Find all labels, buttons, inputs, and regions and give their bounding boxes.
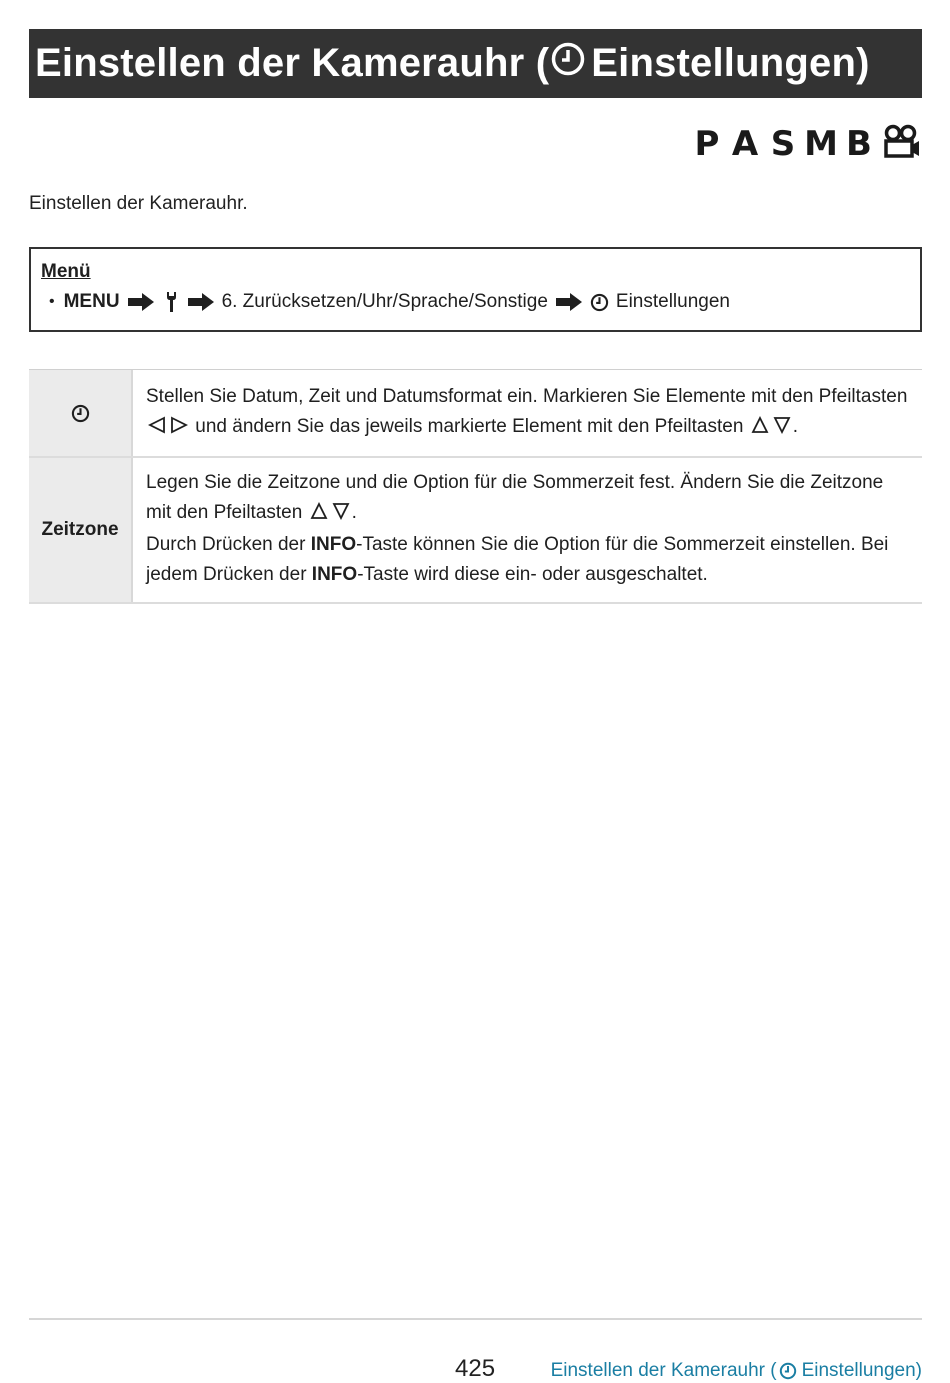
page-number: 425 [455, 1355, 496, 1382]
arrow-right-icon [188, 293, 214, 311]
menu-keyword: MENU [63, 291, 120, 312]
row2-line1-end: . [351, 502, 357, 523]
movie-camera-icon [882, 124, 922, 165]
arrow-right-icon [128, 293, 154, 311]
triangle-up-icon [751, 414, 769, 444]
table-cell-description [133, 458, 922, 602]
shooting-modes [688, 126, 922, 162]
menu-target: Einstellungen [615, 291, 730, 312]
wrench-icon [164, 291, 178, 313]
info-key-label: INFO [311, 564, 358, 585]
footer-link-text-start[interactable]: Einstellen der Kamerauhr ( [550, 1360, 777, 1381]
clock-icon [779, 1362, 797, 1380]
triangle-up-icon [310, 500, 328, 530]
page-title-text-start: Einstellen der Kamerauhr ( [35, 41, 550, 85]
mode-a: A [731, 124, 759, 164]
settings-table [29, 369, 922, 604]
menu-path [49, 291, 730, 313]
table-head-clock [29, 370, 133, 456]
row1-text-a: Stellen Sie Datum, Zeit und Datumsformat ein. Markieren Sie Elemente mit den Pfeiltasten [146, 386, 908, 407]
footer-link-text-end[interactable]: Einstellungen) [801, 1360, 922, 1381]
info-key-label: INFO [310, 534, 357, 555]
table-head-zeitzone: Zeitzone [29, 458, 133, 602]
footer-section-link[interactable] [551, 1360, 922, 1382]
clock-icon [551, 41, 585, 86]
bullet: • [49, 293, 55, 310]
triangle-down-icon [773, 414, 791, 444]
intro-text: Einstellen der Kamerauhr. [29, 193, 248, 214]
menu-step: 6. Zurücksetzen/Uhr/Sprache/Sonstige [221, 291, 548, 312]
triangle-right-icon [170, 414, 188, 444]
footer-divider [29, 1318, 922, 1320]
row2-line2-a: Durch Drücken der [146, 534, 311, 555]
clock-icon [71, 404, 90, 423]
mode-p: P [694, 124, 720, 164]
clock-icon [590, 293, 609, 312]
table-cell-description [133, 370, 922, 456]
table-row [29, 370, 922, 458]
menu-box [29, 247, 922, 332]
mode-b: B [846, 124, 872, 164]
mode-s: S [770, 124, 796, 164]
row2-line2-b: -Taste können Sie die Option für die Sommerzeit einstellen. Bei jedem Drücken der [146, 534, 889, 585]
menu-heading: Menü [41, 261, 91, 282]
mode-m: M [804, 124, 838, 164]
triangle-down-icon [332, 500, 350, 530]
row1-text-c: . [792, 416, 798, 437]
arrow-right-icon [556, 293, 582, 311]
row1-text-b: und ändern Sie das jeweils markierte Element mit den Pfeiltasten [190, 416, 749, 437]
page-title-text-end: Einstellungen) [591, 41, 870, 85]
row2-line1: Legen Sie die Zeitzone und die Option für die Sommerzeit fest. Ändern Sie die Zeitzone mit den Pfeiltasten [146, 472, 884, 523]
triangle-left-icon [148, 414, 166, 444]
row2-line2-c: -Taste wird diese ein- oder ausgeschaltet. [357, 564, 708, 585]
page-title [29, 29, 922, 98]
table-row [29, 458, 922, 604]
